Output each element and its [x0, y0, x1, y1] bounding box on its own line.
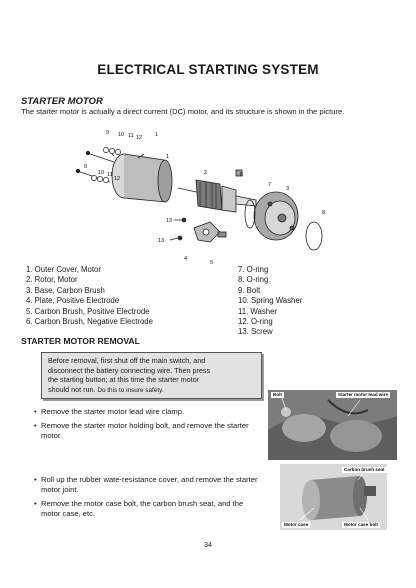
bullet-dot: •: [34, 407, 37, 416]
label-bolt: Bolt: [273, 392, 282, 397]
callout-11a: 11: [128, 133, 134, 139]
starter-motor-exploded-diagram: [70, 124, 340, 274]
brush-base-part: [254, 192, 298, 240]
callout-2: 2: [204, 170, 208, 176]
list-item: 8. O-ring: [238, 275, 269, 285]
callout-4: 4: [184, 256, 188, 262]
o-ring-8: [306, 222, 322, 250]
list-item: 10. Spring Washer: [238, 296, 303, 306]
starter-motor-photo-art: [280, 464, 387, 530]
list-item: 11. Washer: [238, 306, 277, 316]
callout-6: 6: [240, 172, 244, 178]
list-item: 9. Bolt: [238, 285, 261, 295]
starter-motor-photo: [280, 464, 387, 530]
list-item: 5. Carbon Brush, Positive Electrode: [26, 306, 150, 316]
callout-10b: 10: [98, 170, 105, 176]
label-brush-seat: Carbon brush seat: [344, 467, 385, 472]
label-lead-wire: Starter motor lead wire: [338, 392, 389, 397]
rotor-part: [178, 180, 260, 212]
intro-paragraph: The starter motor is actually a direct current (DC) motor, and its structure is shown in the picture.: [21, 107, 345, 116]
callout-12b: 12: [114, 176, 121, 182]
callout-11b: 11: [107, 172, 113, 178]
removal-step: • Remove the starter motor holding bolt, and remove the starter motor.: [34, 421, 249, 440]
list-item: 1. Outer Cover, Motor: [26, 265, 101, 274]
page-number: 34: [204, 540, 212, 549]
parts-list-left: [26, 265, 153, 327]
callout-9b: 9: [84, 164, 88, 170]
label-motor-case-bolt: Motor case bolt: [344, 522, 378, 527]
warning-line: Before removal, first shut off the main switch, and: [48, 356, 206, 365]
warning-line: disconnect the battery connecting wire. Then press: [48, 365, 211, 375]
callout-12a: 12: [136, 135, 143, 141]
list-item: 7. O-ring: [238, 265, 269, 274]
callout-3: 3: [286, 186, 290, 192]
callout-13a: 13: [166, 218, 173, 224]
list-item: 2. Rotor, Motor: [26, 275, 78, 285]
section-heading-removal: STARTER MOTOR REMOVAL: [21, 336, 140, 346]
list-item: 4. Plate, Positive Electrode: [26, 296, 120, 306]
warning-line: the starting button; at this time the starter motor: [48, 375, 200, 385]
section-heading-starter-motor: STARTER MOTOR: [21, 96, 103, 107]
screws: [170, 218, 186, 240]
parts-list-right: [238, 265, 302, 338]
callout-1: 1: [155, 132, 159, 138]
callout-8: 8: [322, 210, 326, 216]
label-motor-case: Motor case: [284, 522, 309, 527]
callout-13b: 13: [158, 238, 165, 244]
list-item: 6. Carbon Brush, Negative Electrode: [26, 317, 153, 327]
engine-photo: [268, 390, 397, 460]
removal-step: • Remove the motor case bolt, the carbon brush seat, and the motor case, etc.: [34, 499, 244, 518]
warning-line: should not run. Do this to insure safety.: [48, 384, 164, 394]
page-title: ELECTRICAL STARTING SYSTEM: [97, 62, 319, 77]
bullet-dot: •: [34, 475, 37, 484]
callout-7: 7: [268, 182, 272, 188]
removal-step: • Roll up the rubber wate-resistance cover, and remove the starter motor joint.: [34, 475, 258, 494]
callout-1b: 1: [166, 154, 170, 160]
list-item: 13. Screw: [238, 327, 273, 337]
bullet-dot: •: [34, 499, 37, 508]
safety-warning-box: [41, 352, 262, 399]
list-item: 12. O-ring: [238, 317, 273, 327]
callout-9a: 9: [106, 130, 110, 136]
list-item: 3. Base, Carbon Brush: [26, 285, 105, 295]
bullet-dot: •: [34, 421, 37, 430]
callout-10a: 10: [118, 132, 125, 138]
callout-5: 5: [210, 260, 214, 266]
engine-photo-art: [268, 390, 397, 460]
removal-step: • Remove the starter motor lead wire clamp.: [34, 407, 185, 416]
